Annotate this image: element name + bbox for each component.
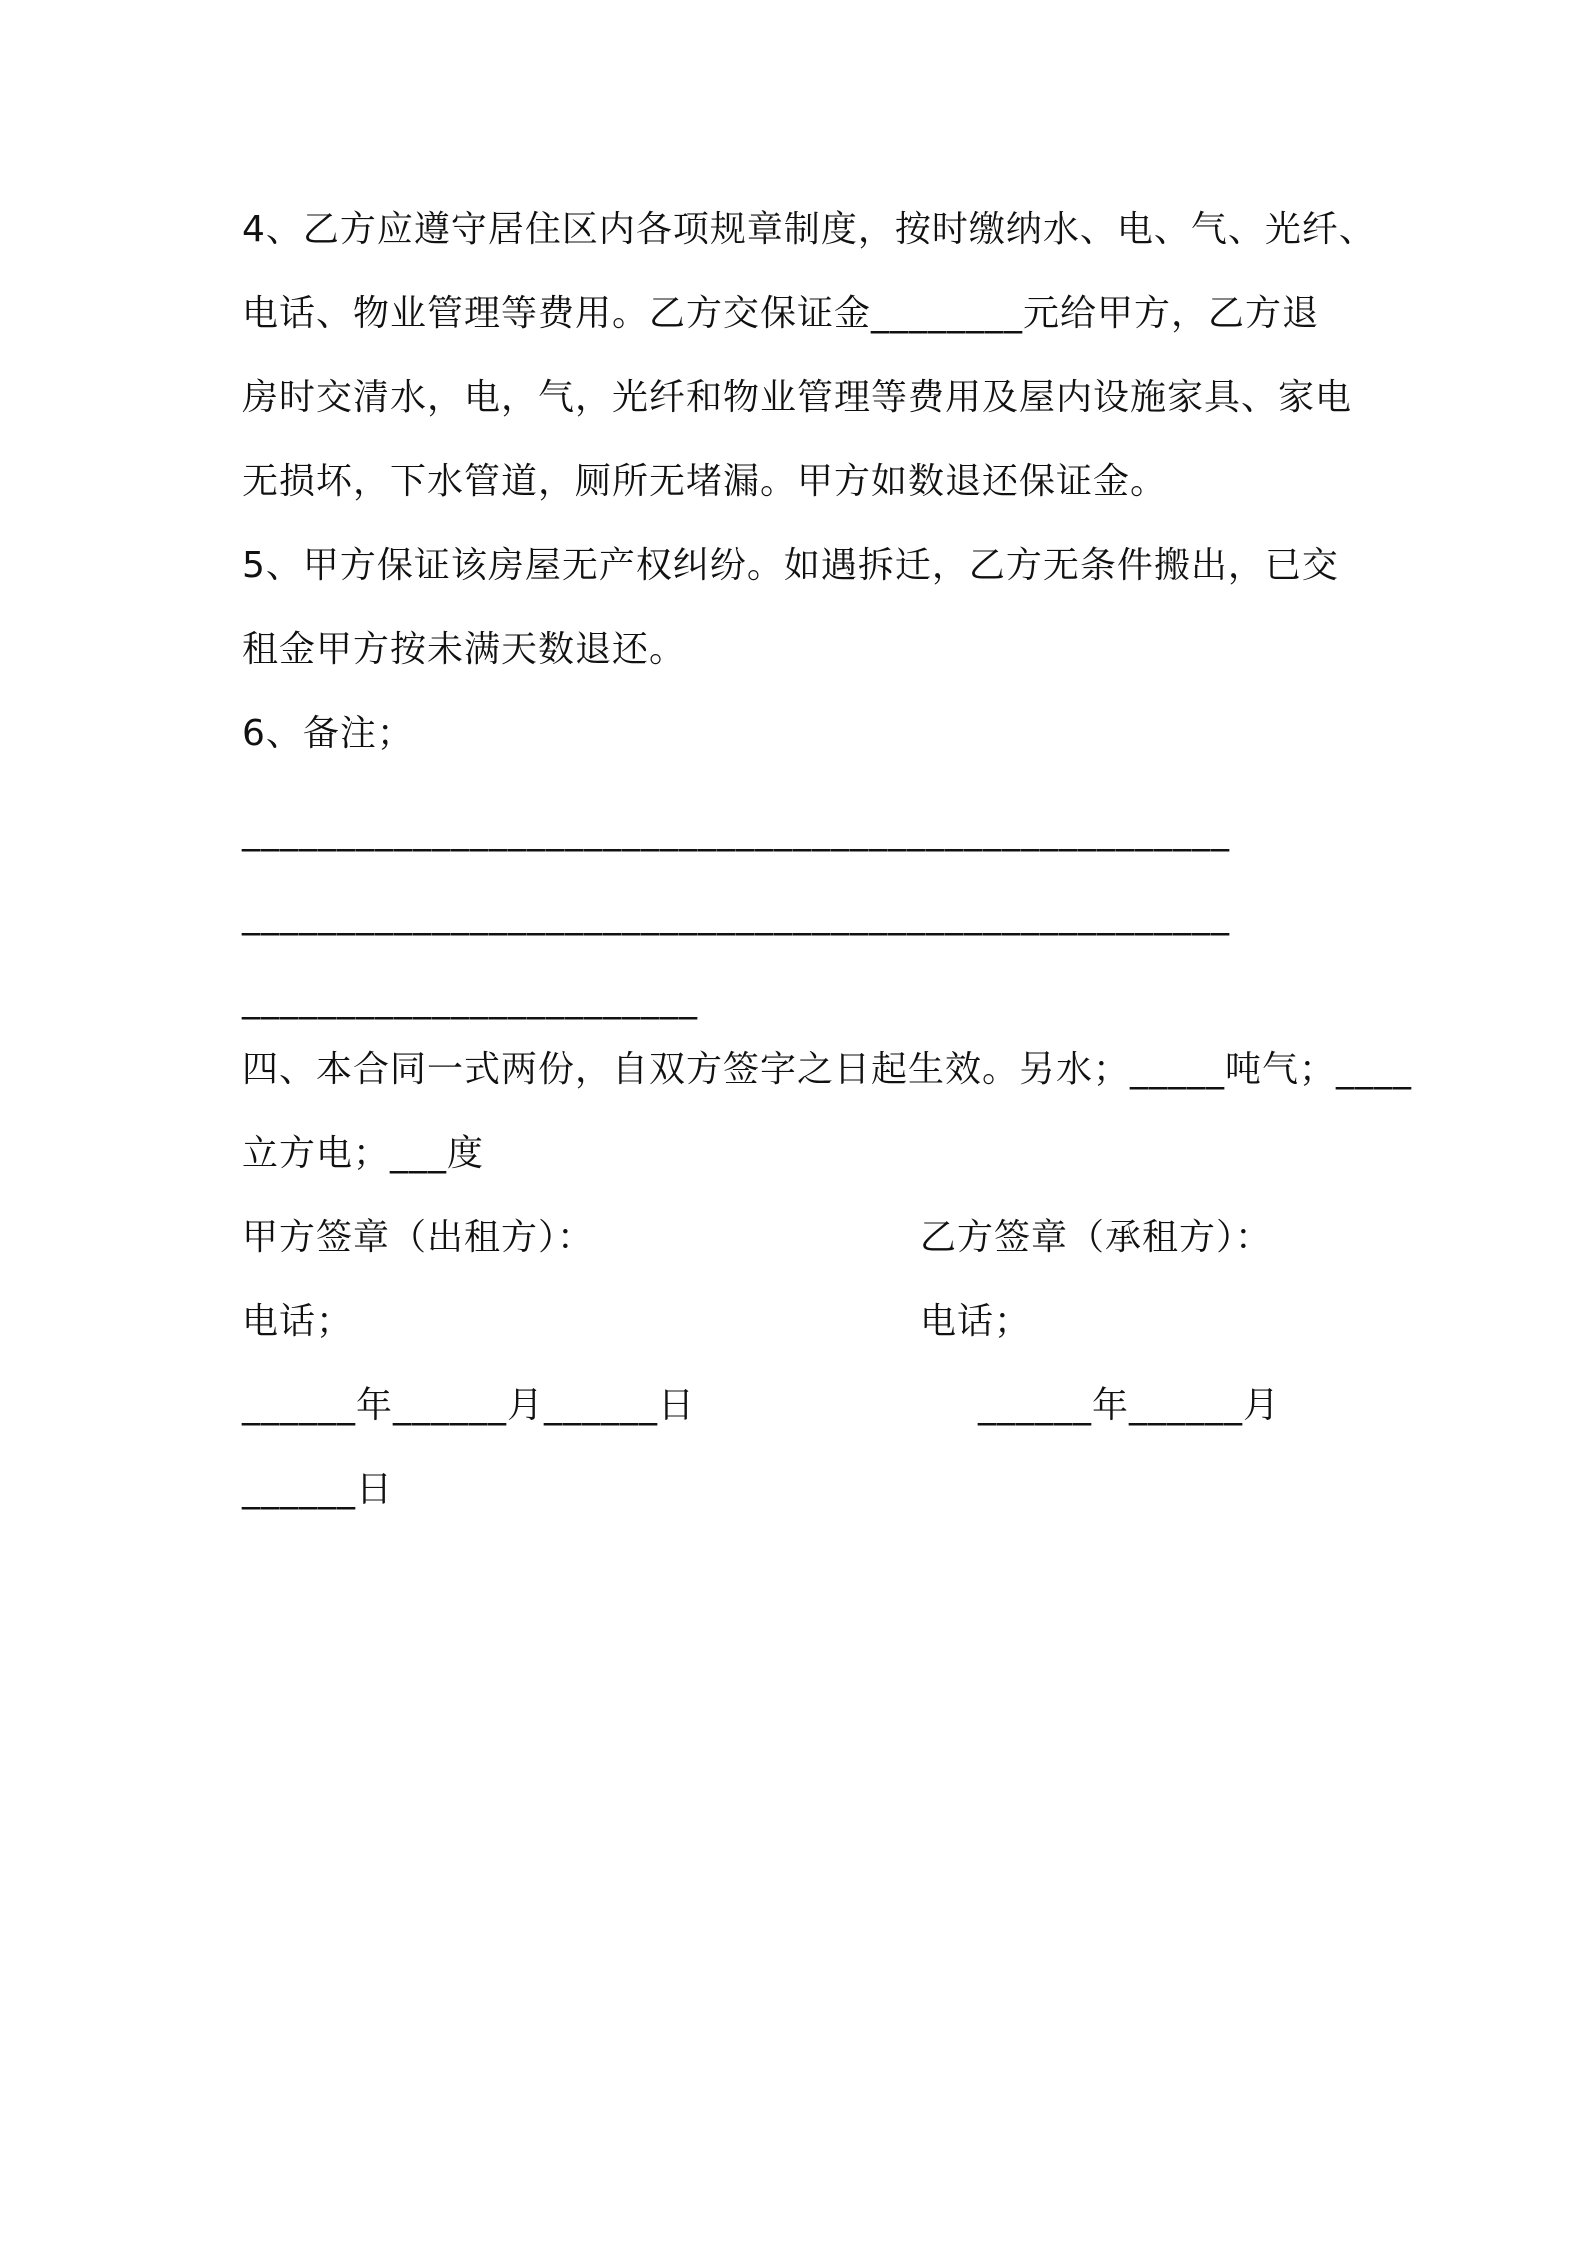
clause-4-line-2: 电话、物业管理等费用。乙方交保证金________元给甲方，乙方退: [242, 293, 1320, 334]
remarks-blank-line-1: ____________________________________________________: [242, 811, 1230, 852]
clause-6-remarks: 6、备注；: [242, 713, 414, 754]
section-4-line-1: 四、本合同一式两份，自双方签字之日起生效。另水；_____吨气；____: [242, 1049, 1413, 1090]
party-a-phone: 电话；: [242, 1301, 354, 1342]
party-a-signature-label: 甲方签章（出租方）：: [242, 1217, 595, 1258]
clause-4-line-4: 无损坏，下水管道，厕所无堵漏。甲方如数退还保证金。: [242, 461, 1168, 502]
remarks-blank-line-3: ________________________: [242, 979, 698, 1020]
party-a-date: ______年______月______日: [242, 1385, 695, 1426]
party-b-date-day: ______日: [242, 1469, 394, 1510]
clause-4-line-3: 房时交清水，电，气，光纤和物业管理等费用及屋内设施家具、家电: [242, 377, 1353, 418]
section-4-line-2: 立方电；___度: [242, 1133, 485, 1174]
clause-5-line-1: 5、甲方保证该房屋无产权纠纷。如遇拆迁，乙方无条件搬出，已交: [242, 545, 1339, 586]
party-b-phone: 电话；: [920, 1301, 1032, 1342]
party-b-date: ______年______月: [978, 1385, 1280, 1426]
remarks-blank-line-2: ____________________________________________________: [242, 895, 1230, 936]
clause-4-line-1: 4、乙方应遵守居住区内各项规章制度，按时缴纳水、电、气、光纤、: [242, 209, 1376, 250]
clause-5-line-2: 租金甲方按未满天数退还。: [242, 629, 687, 670]
party-b-signature-label: 乙方签章（承租方）：: [920, 1217, 1273, 1258]
